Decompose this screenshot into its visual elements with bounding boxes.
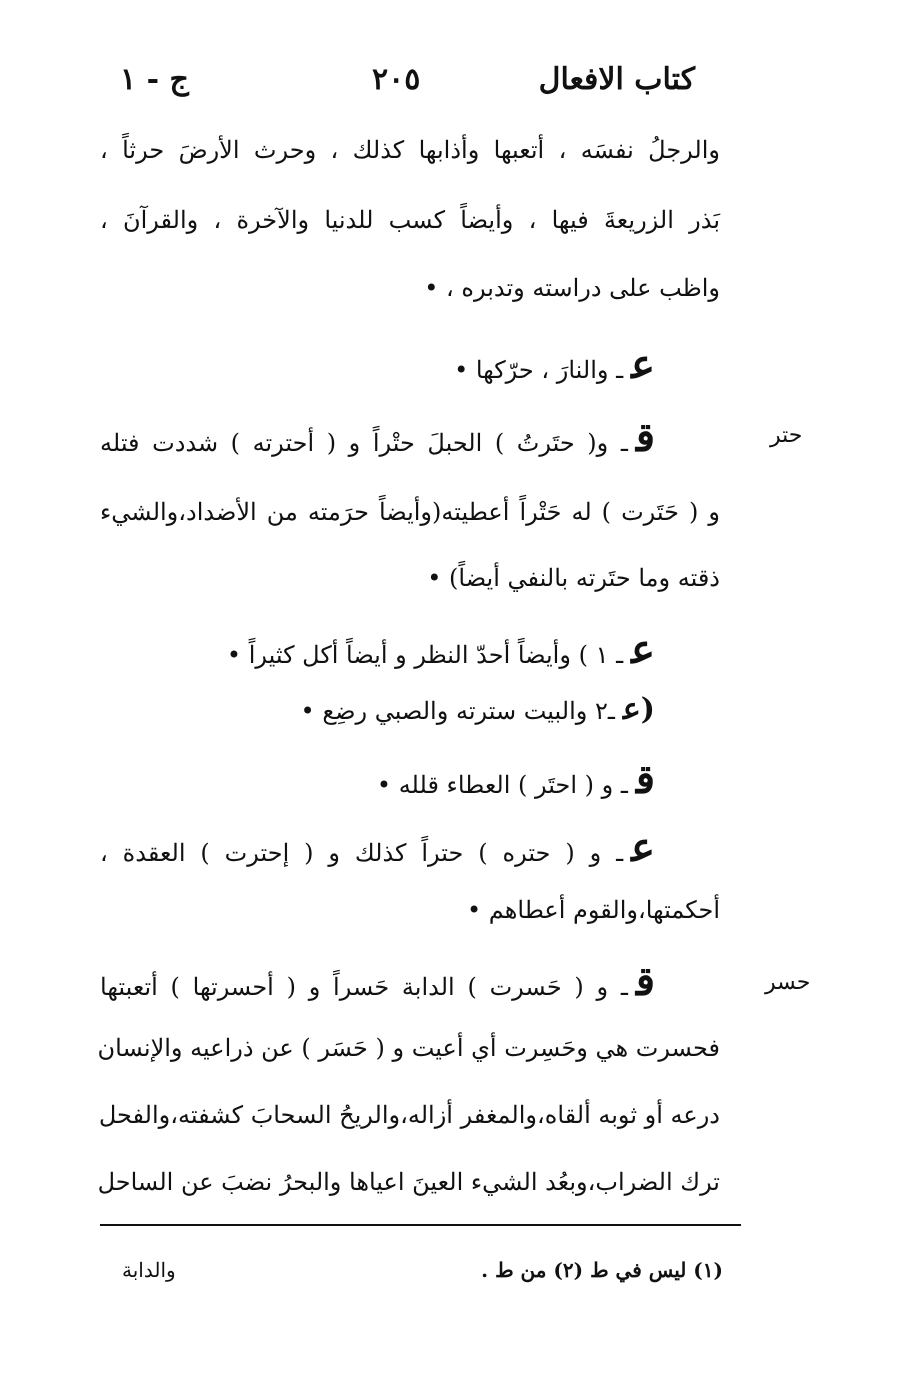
text-line <box>97 1162 720 1202</box>
running-title: كتاب الافعال <box>538 62 695 97</box>
entry-line <box>100 824 655 871</box>
line-text: درعه أو ثوبه ألقاه،والمغفر أزاله،والريحُ السحابَ كشفته،والفحل <box>98 1101 720 1129</box>
source-marker: ق <box>635 958 655 1005</box>
source-marker: ع <box>631 824 655 871</box>
entry-line <box>376 756 655 803</box>
source-marker: ق <box>635 414 655 461</box>
entry-line <box>454 341 655 388</box>
line-text: والرجلُ نفسَه ، أتعبها وأذابها كذلك ، وحرث الأرضَ حرثاً ، <box>100 136 720 164</box>
source-marker: ق <box>635 756 655 803</box>
text-line <box>100 492 720 532</box>
text-line <box>467 890 720 930</box>
catchword: والدابة <box>122 1258 176 1282</box>
line-text: أحكمتها،والقوم أعطاهم • <box>467 896 720 924</box>
footnote: (١) ليس في ط (٢) من ط . <box>481 1258 723 1282</box>
line-text: ـ٢ والبيت سترته والصبي رضِع • <box>300 697 615 725</box>
line-text: فحسرت هي وحَسِرت أي أعيت و ( حَسَر ) عن ذراعيه والإنسان <box>97 1034 720 1062</box>
page-number: ٢٠٥ <box>372 62 421 97</box>
footnote-divider <box>100 1224 741 1226</box>
line-text: ذقته وما حتَرته بالنفي أيضاً) • <box>427 564 720 592</box>
source-marker: (ع <box>622 692 655 727</box>
volume-label: ج - ١ <box>120 62 189 97</box>
margin-word-hasar: حسر <box>765 970 811 995</box>
entry-line <box>301 690 655 730</box>
line-text: ـ والنارَ ، حرّكها • <box>454 356 624 384</box>
source-marker: ع <box>631 626 655 673</box>
text-line <box>100 130 720 170</box>
text-line <box>427 558 720 598</box>
line-text: واظب على دراسته وتدبره ، • <box>424 274 720 302</box>
line-text: ـ و ( احتَر ) العطاء قلله • <box>376 771 628 799</box>
line-text: ـ ١ ) وأيضاً أحدّ النظر و أيضاً أكل كثيراً • <box>226 641 624 669</box>
line-text: و ( حَتَرت ) له حَتْراً أعطيته(وأيضاً حرَمته من الأضداد،والشيء <box>100 498 720 526</box>
text-line <box>97 1028 720 1068</box>
line-text: ترك الضراب،وبعُد الشيء العينَ اعياها والبحرُ نضبَ عن الساحل <box>97 1168 720 1196</box>
line-text: ـ و ( حتره ) حتراً كذلك و ( إحترت ) العقدة ، <box>100 839 624 867</box>
entry-line <box>226 626 655 673</box>
entry-line <box>100 958 655 1005</box>
source-marker: ع <box>631 341 655 388</box>
line-text: بَذر الزريعةَ فيها ، وأيضاً كسب للدنيا والآخرة ، والقرآنَ ، <box>100 206 720 234</box>
text-line <box>100 1095 720 1135</box>
entry-line <box>100 414 655 461</box>
line-text: ـ و( حتَرتُ ) الحبلَ حتْراً و ( أحترته ) شددت فتله <box>100 429 628 457</box>
text-line <box>100 200 720 240</box>
margin-word-hatar: حتر <box>770 423 803 448</box>
line-text: ـ و ( حَسرت ) الدابة حَسراً و ( أحسرتها ) أتعبتها <box>100 973 628 1001</box>
text-line <box>424 268 720 308</box>
